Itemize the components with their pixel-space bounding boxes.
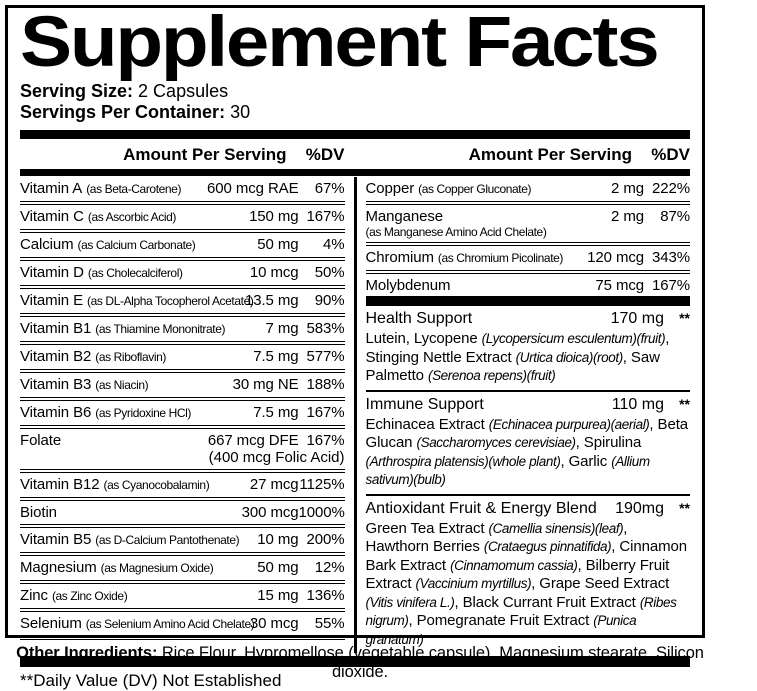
nutrient-row-line (366, 208, 691, 225)
nutrient-form: (as Pyridoxine HCl) (95, 406, 192, 421)
nutrient-row-line (20, 376, 345, 394)
nutrient-name: Molybdenum (365, 277, 451, 295)
panel-title-wrap (20, 3, 690, 82)
nutrient-row (20, 528, 345, 556)
ingredient-name: , Garlic (560, 452, 612, 470)
nutrient-row-line (20, 208, 345, 226)
nutrient-dv: 87% (660, 208, 690, 226)
nutrient-dv: 55% (314, 615, 345, 633)
column-header-gap (345, 145, 366, 165)
nutrient-form: (as Selenium Amino Acid Chelate) (85, 617, 255, 632)
other-ingredients-label: Other Ingredients: (16, 644, 158, 662)
nutrient-row (20, 401, 345, 429)
nutrient-row-line (366, 249, 691, 267)
nutrient-name-cell (20, 559, 213, 577)
botanical-name: (Urtica dioica)(root) (515, 349, 623, 365)
blend-header (366, 309, 691, 328)
nutrient-name-cell (20, 292, 254, 310)
blend-dv-asterisks: ** (679, 395, 690, 412)
nutrient-row-line (20, 531, 345, 549)
nutrient-amount: 7 mg (265, 320, 299, 338)
botanical-name: (Echinacea purpurea)(aerial) (488, 416, 650, 432)
nutrient-columns (20, 177, 690, 653)
nutrient-name: Vitamin B12 (20, 476, 100, 494)
nutrient-row-line (20, 348, 345, 366)
blend-description (366, 328, 691, 386)
thick-rule-top (20, 130, 690, 139)
nutrient-dv: 67% (314, 180, 345, 198)
ingredient-name: , Grape Seed Extract (531, 575, 670, 593)
nutrient-amount: 50 mg (257, 236, 299, 254)
nutrient-amount: 120 mcg (587, 249, 644, 267)
nutrient-name: Manganese (365, 208, 443, 226)
right-column (366, 177, 691, 653)
blend-section (366, 306, 691, 390)
nutrient-form: (as Beta-Carotene) (86, 182, 182, 197)
nutrient-name-cell (20, 432, 61, 449)
servings-per-container-line (20, 102, 690, 123)
blend-section (366, 390, 691, 494)
left-column (20, 177, 345, 653)
nutrient-amount: 27 mcg (249, 476, 299, 494)
nutrient-name-cell (20, 531, 239, 549)
nutrient-row (20, 556, 345, 584)
column-headers (20, 139, 690, 169)
amount-per-serving-header: Amount Per Serving (468, 145, 632, 165)
nutrient-dv: 90% (314, 292, 345, 310)
nutrient-amount: 7.5 mg (253, 404, 299, 422)
nutrient-form: (as DL-Alpha Tocopherol Acetate) (87, 294, 254, 309)
ingredient-name: , Spirulina (575, 434, 642, 452)
nutrient-name-cell (20, 180, 181, 198)
nutrient-amount: 150 mg (249, 208, 299, 226)
nutrient-row (20, 473, 345, 501)
nutrient-name-cell (366, 277, 451, 294)
column-divider (354, 177, 357, 653)
ingredient-name: , Beta Glucan (365, 415, 688, 452)
ingredient-name: , Saw Palmetto (365, 348, 660, 385)
nutrient-amount: 667 mcg DFE (207, 432, 299, 450)
blend-name: Immune Support (365, 395, 484, 413)
nutrient-name: Folate (20, 432, 62, 450)
nutrient-name-cell (366, 180, 532, 198)
nutrient-amount: 15 mg (257, 587, 299, 605)
nutrient-amount: 2 mg (611, 208, 644, 226)
nutrient-form: (as D-Calcium Pantothenate) (95, 533, 240, 548)
nutrient-name: Vitamin B6 (20, 404, 92, 422)
serving-size-label: Serving Size: (20, 81, 134, 102)
thick-rule-under-headers (20, 169, 690, 176)
nutrient-amount: 13.5 mg (245, 292, 299, 310)
nutrient-dv: 167% (306, 404, 345, 422)
botanical-name: (Crataegus pinnatifida) (483, 539, 612, 555)
nutrient-row-line (20, 180, 345, 198)
nutrient-form: (as Cyanocobalamin) (103, 478, 210, 493)
nutrient-dv: 4% (323, 236, 345, 254)
nutrient-name: Copper (365, 180, 415, 198)
nutrient-name: Selenium (20, 615, 82, 633)
nutrient-row-line (20, 292, 345, 310)
nutrient-name: Calcium (20, 236, 74, 254)
blend-amount: 110 mg (611, 395, 664, 413)
ingredient-name: , Black Currant Fruit Extract (454, 593, 640, 611)
nutrient-row (20, 261, 345, 289)
nutrient-dv: 583% (306, 320, 345, 338)
nutrient-row-line (20, 236, 345, 254)
thick-rule-blends (366, 296, 691, 306)
blend-header (366, 499, 691, 518)
nutrient-row-line (20, 476, 345, 494)
nutrient-name: Vitamin B2 (20, 348, 92, 366)
blend-description (366, 518, 691, 650)
nutrient-name: Biotin (20, 504, 57, 522)
nutrient-name: Vitamin E (20, 292, 84, 310)
ingredient-name: , Hawthorn Berries (365, 519, 628, 556)
nutrient-dv: 343% (652, 249, 690, 267)
nutrient-form: (as Chromium Picolinate) (437, 251, 563, 266)
ingredient-name: , Pomegranate Fruit Extract (408, 612, 594, 630)
nutrient-row-line (20, 320, 345, 338)
nutrient-row (20, 373, 345, 401)
nutrient-form: (as Calcium Carbonate) (77, 238, 196, 253)
nutrient-amount: 50 mg (257, 559, 299, 577)
nutrient-amount-secondary: (400 mcg Folic Acid) (208, 449, 345, 467)
nutrient-row (366, 246, 691, 274)
nutrient-row (20, 345, 345, 373)
nutrient-name-cell (20, 404, 191, 422)
nutrient-name-cell (20, 208, 176, 226)
blend-amount: 190mg (615, 499, 664, 517)
serving-size-value: 2 Capsules (133, 81, 229, 102)
nutrient-dv: 167% (652, 277, 690, 295)
nutrient-form: (as Niacin) (95, 378, 149, 393)
botanical-name: (Lycopersicum esculentum)(fruit) (481, 331, 666, 347)
nutrient-dv: 200% (306, 531, 345, 549)
botanical-name: (Allium sativum)(bulb) (365, 453, 650, 488)
nutrient-row-line (20, 404, 345, 422)
botanical-name: (Punica granatum) (365, 613, 637, 647)
nutrient-name-cell (20, 476, 209, 494)
nutrient-name: Vitamin B5 (20, 531, 92, 549)
panel-title: Supplement Facts (20, 3, 658, 82)
ingredient-name: Echinacea Extract (365, 415, 489, 433)
nutrient-name: Vitamin C (20, 208, 84, 226)
blend-dv-asterisks: ** (679, 499, 690, 516)
nutrient-name: Zinc (20, 587, 48, 605)
nutrient-amount: 10 mg (257, 531, 299, 549)
nutrient-name-cell (366, 208, 444, 225)
nutrient-amount: 30 mg NE (232, 376, 299, 394)
ingredient-name: , Bilberry Fruit Extract (365, 556, 670, 593)
nutrient-row (20, 289, 345, 317)
nutrient-row (20, 584, 345, 612)
nutrient-amount: 300 mcg (241, 504, 299, 522)
nutrient-form: (as Thiamine Mononitrate) (95, 322, 226, 337)
nutrient-dv: 167% (306, 432, 345, 450)
nutrient-amount: 75 mcg (595, 277, 644, 295)
nutrient-row (366, 177, 691, 205)
nutrient-name-cell (20, 320, 225, 338)
dv-header: %DV (651, 145, 690, 165)
other-ingredients-line (0, 644, 720, 682)
right-column-minerals (366, 177, 691, 294)
nutrient-dv: 577% (306, 348, 345, 366)
nutrient-amount: 7.5 mg (253, 348, 299, 366)
botanical-name: (Ribes nigrum) (365, 594, 677, 629)
nutrient-form: (as Magnesium Oxide) (100, 561, 214, 576)
nutrient-dv: 50% (314, 264, 345, 282)
nutrient-dv: 222% (652, 180, 690, 198)
nutrient-dv: 1000% (298, 504, 345, 522)
nutrient-name-cell (20, 615, 255, 633)
nutrient-dv: 136% (306, 587, 345, 605)
botanical-name: (Vitis vinifera L.) (365, 594, 455, 610)
nutrient-name-cell (366, 249, 564, 267)
nutrient-row (20, 317, 345, 345)
nutrient-amount: 600 mcg RAE (207, 180, 299, 198)
nutrient-row-line (20, 615, 345, 633)
nutrient-name-cell (20, 264, 183, 282)
blend-section (366, 494, 691, 654)
nutrient-row (20, 429, 345, 473)
nutrient-row-line (366, 180, 691, 198)
nutrient-name: Magnesium (20, 559, 97, 577)
nutrient-form: (as Zinc Oxide) (51, 589, 128, 604)
amount-per-serving-header: Amount Per Serving (123, 145, 287, 165)
servings-per-container-label: Servings Per Container: (20, 102, 226, 123)
nutrient-dv: 12% (314, 559, 345, 577)
nutrient-row (20, 177, 345, 205)
ingredient-name: , Cinnamon Bark Extract (365, 538, 687, 574)
botanical-name: (Serenoa repens)(fruit) (427, 368, 556, 384)
botanical-name: (Vaccinium myrtillus) (415, 576, 532, 592)
nutrient-name: Vitamin D (20, 264, 84, 282)
nutrient-name-cell (20, 376, 148, 394)
nutrient-row (20, 205, 345, 233)
ingredient-name: Green Tea Extract (365, 519, 489, 537)
nutrient-name-cell (20, 504, 57, 521)
nutrient-row-line (20, 587, 345, 605)
nutrient-dv: 188% (306, 376, 345, 394)
nutrient-row (366, 205, 691, 246)
nutrient-name-cell (20, 587, 127, 605)
nutrient-amount: 30 mcg (249, 615, 299, 633)
nutrient-row-line (20, 264, 345, 282)
nutrient-row (20, 612, 345, 640)
nutrient-name: Vitamin B1 (20, 320, 92, 338)
nutrient-row (366, 274, 691, 294)
botanical-name: (Cinnamomum cassia) (450, 557, 578, 573)
dv-header: %DV (305, 145, 345, 165)
nutrient-form: (as Cholecalciferol) (87, 266, 183, 281)
servings-per-container-value: 30 (225, 102, 251, 123)
nutrient-amount: 10 mcg (249, 264, 299, 282)
nutrient-form: (as Ascorbic Acid) (87, 210, 177, 225)
nutrient-row-line (20, 432, 345, 449)
nutrient-form: (as Copper Gluconate) (418, 182, 532, 197)
botanical-name: (Saccharomyces cerevisiae) (416, 435, 576, 451)
nutrient-row (20, 233, 345, 261)
ingredient-name: Lutein, Lycopene (365, 330, 482, 348)
blend-name: Health Support (365, 310, 473, 328)
nutrient-row (20, 501, 345, 528)
nutrient-dv: 167% (306, 208, 345, 226)
nutrient-name: Chromium (365, 249, 434, 267)
nutrient-row-line (20, 559, 345, 577)
blend-header (366, 395, 691, 414)
botanical-name: (Camellia sinensis)(leaf) (488, 520, 624, 536)
nutrient-name-cell (20, 236, 195, 254)
nutrient-name: Vitamin A (20, 180, 83, 198)
daily-value-footnote: **Daily Value (DV) Not Established (20, 671, 282, 691)
nutrient-form: (as Riboflavin) (95, 350, 166, 365)
nutrient-name-cell (20, 348, 166, 366)
nutrient-amount: 2 mg (611, 180, 644, 198)
nutrient-row-line (366, 277, 691, 294)
nutrient-dv: 1125% (299, 476, 345, 494)
other-ingredients-text: Rice Flour, Hypromellose (vegetable capsule), Magnesium stearate, Silicon dioxide. (157, 644, 704, 681)
left-column-header (20, 145, 345, 165)
ingredient-name: , Stinging Nettle Extract (365, 330, 670, 366)
botanical-name: (Arthrospira platensis)(whole plant) (365, 453, 561, 469)
blend-dv-asterisks: ** (679, 310, 690, 327)
nutrient-form-below: (as Manganese Amino Acid Chelate) (365, 225, 547, 240)
right-column-header (366, 145, 691, 165)
blend-description (366, 414, 691, 490)
blend-sections (366, 306, 691, 653)
serving-size-line (20, 81, 690, 102)
blend-name: Antioxidant Fruit & Energy Blend (365, 499, 597, 517)
blend-amount: 170 mg (610, 310, 664, 328)
nutrient-row-line (20, 504, 345, 521)
nutrient-name: Vitamin B3 (20, 376, 92, 394)
